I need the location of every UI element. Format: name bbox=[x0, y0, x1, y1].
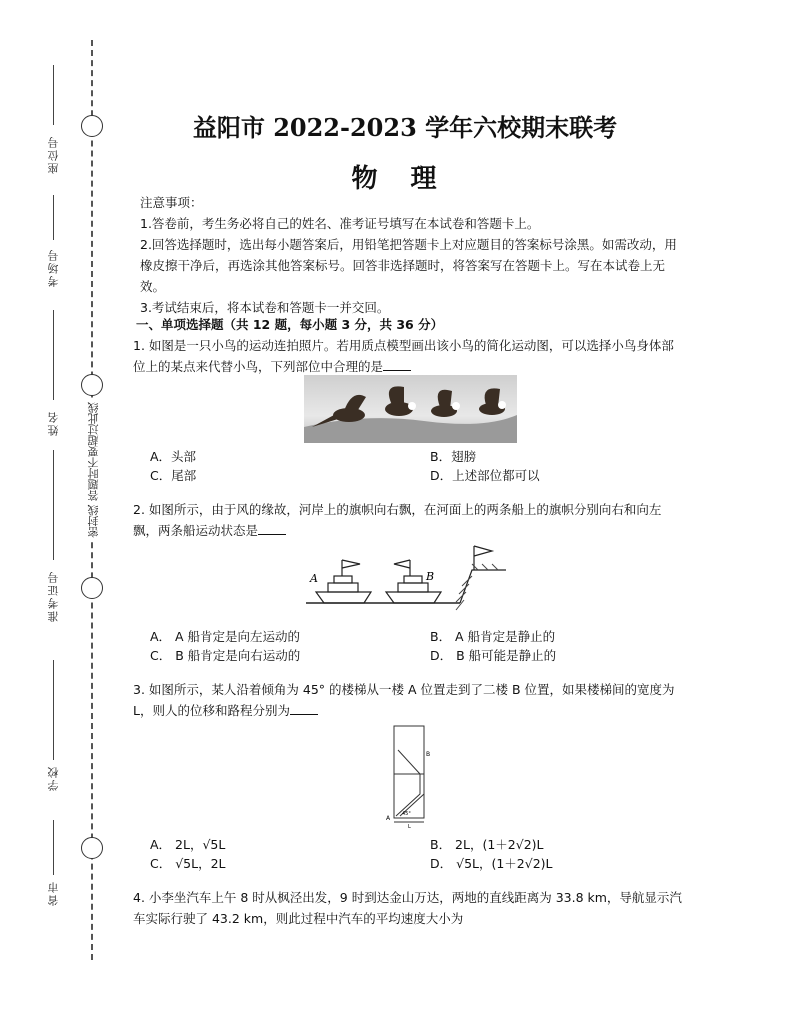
option-c: C． √5L，2L bbox=[150, 856, 226, 871]
option-c: C．尾部 bbox=[150, 468, 197, 483]
seat-number-label: 座位号 bbox=[47, 135, 60, 174]
option-d: D．上述部位都可以 bbox=[430, 468, 540, 483]
answer-blank bbox=[383, 357, 411, 371]
section-heading: 一、单项选择题（共 12 题，每小题 3 分，共 36 分） bbox=[136, 317, 444, 332]
question-stem: 3. 如图所示，某人沿着倾角为 45° 的楼梯从一楼 A 位置走到了二楼 B 位置，如果楼梯间的宽度为 L，则人的位移和路程分别为 bbox=[133, 682, 675, 718]
option-a: A．头部 bbox=[150, 449, 197, 464]
q2-options bbox=[150, 627, 680, 665]
boats-figure bbox=[306, 540, 514, 626]
q1-options bbox=[150, 447, 680, 485]
ticket-number-label: 准考证号 bbox=[47, 570, 60, 622]
binding-hole bbox=[81, 577, 103, 599]
option-a: A． A 船肯定是向左运动的 bbox=[150, 629, 301, 644]
fill-line bbox=[53, 820, 54, 875]
note-item: 3.考试结束后，将本试卷和答题卡一并交回。 bbox=[140, 300, 390, 315]
stairs-figure bbox=[380, 722, 440, 828]
seal-line-text: 密封线 答题时不要超过此线 bbox=[87, 402, 100, 538]
notes-heading: 注意事项： bbox=[140, 195, 203, 210]
fill-line bbox=[53, 660, 54, 760]
q3-options bbox=[150, 835, 680, 873]
name-label: 姓名 bbox=[47, 410, 60, 436]
binding-margin bbox=[0, 0, 130, 1028]
answer-blank bbox=[258, 521, 286, 535]
subject-title: 物 理 bbox=[351, 164, 449, 194]
question-stem: 1. 如图是一只小鸟的运动连拍照片。若用质点模型画出该小鸟的简化运动图，可以选择小鸟身体部位上的某点来代替小鸟，下列部位中合理的是 bbox=[133, 338, 674, 374]
question-1 bbox=[133, 335, 683, 377]
question-stem: 4. 小李坐汽车上午 8 时从枫泾出发，9 时到达金山万达，两地的直线距离为 33.8 km，导航显示汽车实际行驶了 43.2 km，则此过程中汽车的平均速度大小为 bbox=[133, 890, 682, 926]
province-city-label: 省市 bbox=[47, 880, 60, 906]
option-d: D． B 船可能是静止的 bbox=[430, 648, 557, 663]
point-b-label: B bbox=[426, 751, 431, 758]
exam-title: 益阳市 2022-2023 学年六校期末联考 bbox=[192, 113, 618, 142]
bird-photo bbox=[304, 375, 517, 443]
exam-room-label: 考场号 bbox=[47, 248, 60, 287]
answer-blank bbox=[290, 701, 318, 715]
fill-line bbox=[53, 450, 54, 560]
fill-line bbox=[53, 310, 54, 400]
school-label: 学校 bbox=[47, 765, 60, 791]
question-3 bbox=[133, 679, 683, 721]
option-b: B． A 船肯定是静止的 bbox=[430, 629, 556, 644]
option-b: B． 2L，(1＋2√2)L bbox=[430, 837, 544, 852]
question-stem: 2. 如图所示，由于风的缘故，河岸上的旗帜向右飘，在河面上的两条船上的旗帜分别向右和向左飘，两条船运动状态是 bbox=[133, 502, 662, 538]
notes-block bbox=[140, 192, 680, 318]
option-d: D． √5L，(1＋2√2)L bbox=[430, 856, 553, 871]
question-4 bbox=[133, 887, 683, 929]
note-item: 2.回答选择题时，选出每小题答案后，用铅笔把答题卡上对应题目的答案标号涂黑。如需改动，用橡皮擦干净后，再选涂其他答案标号。回答非选择题时，将答案写在答题卡上。写在本试卷上无效。 bbox=[140, 237, 677, 294]
option-b: B．翅膀 bbox=[430, 449, 477, 464]
binding-hole bbox=[81, 837, 103, 859]
binding-hole bbox=[81, 115, 103, 137]
fill-line bbox=[53, 195, 54, 240]
question-2 bbox=[133, 499, 683, 541]
fill-line bbox=[53, 65, 54, 125]
angle-label: 45° bbox=[402, 811, 411, 817]
option-c: C． B 船肯定是向右运动的 bbox=[150, 648, 301, 663]
width-label: L bbox=[408, 824, 411, 828]
option-a: A． 2L，√5L bbox=[150, 837, 226, 852]
boat-a-label: A bbox=[310, 572, 318, 585]
binding-hole bbox=[81, 374, 103, 396]
boat-b-label: B bbox=[426, 570, 435, 583]
point-a-label: A bbox=[386, 815, 391, 822]
note-item: 1.答卷前，考生务必将自己的姓名、准考证号填写在本试卷和答题卡上。 bbox=[140, 216, 540, 231]
